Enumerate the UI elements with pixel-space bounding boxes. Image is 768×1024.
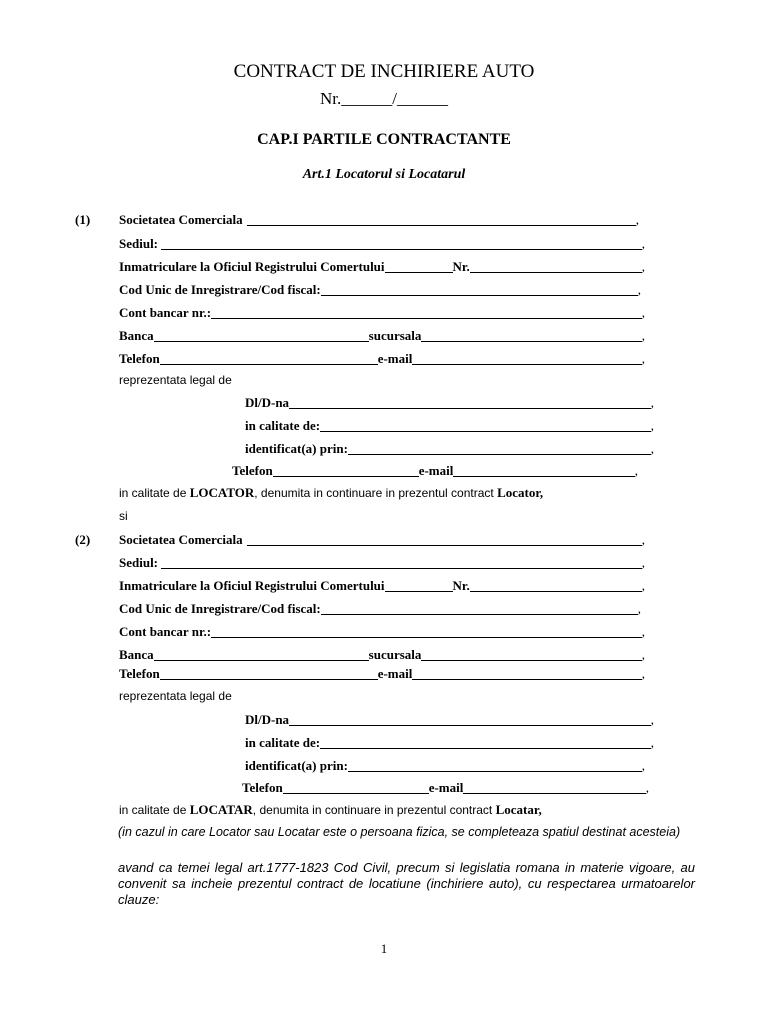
party2-identificat-line [348,770,642,772]
party2-email2-label: e-mail [428,780,464,795]
preamble-clause: avand ca temei legal art.1777-1823 Cod Civil, precum si legislatia romana in materie vigoare, au convenit sa incheie prezentul contract de locatiune (inchiriere auto), cu respectarea urmatoarelor clauze: [118,860,695,907]
party1-sucursala-label: sucursala [368,328,422,343]
party2-banca-label: Banca [119,647,154,662]
party1-inmatriculare-row: Inmatriculare la Oficiul Registrului Comertului Nr. , [119,259,645,274]
party2-banca-line [154,659,369,661]
party1-sediul-label: Sediul: [119,236,159,251]
si-connector: si [119,509,128,523]
party1-banca-label: Banca [119,328,154,343]
party2-dl-line [289,724,651,726]
party1-societatea-line [247,224,636,226]
party1-banca-row: Banca sucursala , [119,328,645,343]
party1-telefon2-line [273,475,419,477]
party2-telefon2-line [283,792,429,794]
party2-nr-label: Nr. [452,578,470,593]
party1-email-label: e-mail [377,351,413,366]
party2-reprezentata: reprezentata legal de [119,689,232,703]
party1-sediul-line [161,248,642,250]
party1-identificat-row: identificat(a) prin: , [245,441,654,456]
party2-cont-line [211,636,642,638]
party1-societatea-label: Societatea Comerciala [119,212,243,227]
party2-telefon-line [160,678,378,680]
party2-inmatriculare-line [385,590,453,592]
party2-societatea-line [247,544,642,546]
party1-telefon-label: Telefon [119,351,160,366]
party1-dl-label: Dl/D-na [245,395,290,410]
party2-telefon2-label: Telefon [242,780,283,795]
party2-inmatriculare-row: Inmatriculare la Oficiul Registrului Comertului Nr. , [119,578,645,593]
party2-calitate-pre: in calitate de [119,803,190,817]
party1-nr-label: Nr. [452,259,470,274]
page-number: 1 [380,941,388,956]
party2-cui-line [321,613,638,615]
party2-calitate-mid: , denumita in continuare in prezentul contract [252,803,496,817]
party2-sucursala-line [421,659,641,661]
party2-rol: LOCATAR [189,802,253,817]
party2-calitate-label: in calitate de: [245,735,321,750]
party2-dl-row: Dl/D-na , [245,712,654,727]
party2-nr-line [470,590,642,592]
party1-rol-short: Locator, [497,485,544,500]
party1-cont-label: Cont bancar nr.: [119,305,212,320]
party1-cont-line [211,317,642,319]
party1-cont-row: Cont bancar nr.: , [119,305,645,320]
party1-cui-row: Cod Unic de Inregistrare/Cod fiscal: , [119,282,641,297]
party2-calitate-line [320,747,651,749]
party1-inmatriculare-line [385,271,453,273]
party1-number: (1) [75,212,91,227]
party2-email-line [412,678,641,680]
party1-calitate-sentence [119,485,543,501]
chapter-heading: CAP.I PARTILE CONTRACTANTE [257,131,511,148]
party2-email2-line [463,792,645,794]
party2-sucursala-label: sucursala [368,647,422,662]
party1-rol: LOCATOR [189,485,255,500]
party2-sediul-row: Sediul: , [119,555,645,570]
party1-email-line [412,363,641,365]
party1-telefon2-row: Telefon e-mail , [232,463,638,478]
party2-telefon2-row: Telefon e-mail , [242,780,649,795]
party1-sucursala-line [421,340,641,342]
party1-identificat-label: identificat(a) prin: [245,441,348,456]
natural-person-note: (in cazul in care Locator sau Locatar este o persoana fizica, se completeaza spatiul destinat acesteia) [118,825,681,839]
party1-nr-line [470,271,642,273]
party2-cont-row: Cont bancar nr.: , [119,624,645,639]
party2-cui-row: Cod Unic de Inregistrare/Cod fiscal: , [119,601,641,616]
party1-telefon2-label: Telefon [232,463,273,478]
party2-identificat-row: identificat(a) prin: , [245,758,645,773]
party1-cui-line [321,294,638,296]
party1-calitate-row: in calitate de: , [245,418,654,433]
party2-dl-label: Dl/D-na [245,712,290,727]
party1-calitate-mid: , denumita in continuare in prezentul contract [254,486,498,500]
party1-telefon-row: Telefon e-mail , [119,351,645,366]
party1-sediul-row: Sediul: , [119,236,645,251]
party1-calitate-line [320,430,651,432]
party2-calitate-row: in calitate de: , [245,735,654,750]
party1-calitate-pre: in calitate de [119,486,190,500]
party1-reprezentata: reprezentata legal de [119,373,232,387]
party1-dl-line [289,407,651,409]
party2-identificat-label: identificat(a) prin: [245,758,348,773]
party1-telefon-line [160,363,378,365]
party2-telefon-row: Telefon e-mail , [119,666,645,681]
contract-number: Nr.______/______ [320,89,448,108]
party1-calitate-label: in calitate de: [245,418,321,433]
party2-email-label: e-mail [377,666,413,681]
party1-dl-row: Dl/D-na , [245,395,654,410]
party1-email2-label: e-mail [418,463,454,478]
party2-sediul-line [161,567,642,569]
party1-inmatriculare-label: Inmatriculare la Oficiul Registrului Comertului [119,259,385,274]
party2-cui-label: Cod Unic de Inregistrare/Cod fiscal: [119,601,321,616]
party2-sediul-label: Sediul: [119,555,159,570]
party1-societatea-row: Societatea Comerciala , [119,212,639,227]
party1-cui-label: Cod Unic de Inregistrare/Cod fiscal: [119,282,321,297]
party1-identificat-line [348,453,651,455]
party2-societatea-row: Societatea Comerciala , [119,532,645,547]
party2-banca-row: Banca sucursala , [119,647,645,662]
party2-rol-short: Locatar, [495,802,542,817]
article-heading: Art.1 Locatorul si Locatarul [302,167,466,182]
party2-cont-label: Cont bancar nr.: [119,624,212,639]
document-title: CONTRACT DE INCHIRIERE AUTO [233,61,535,82]
party1-email2-line [453,475,634,477]
party2-calitate-sentence [119,802,542,818]
party1-banca-line [154,340,369,342]
party2-inmatriculare-label: Inmatriculare la Oficiul Registrului Comertului [119,578,385,593]
party2-telefon-label: Telefon [119,666,160,681]
party2-number: (2) [75,532,91,547]
party2-societatea-label: Societatea Comerciala [119,532,243,547]
